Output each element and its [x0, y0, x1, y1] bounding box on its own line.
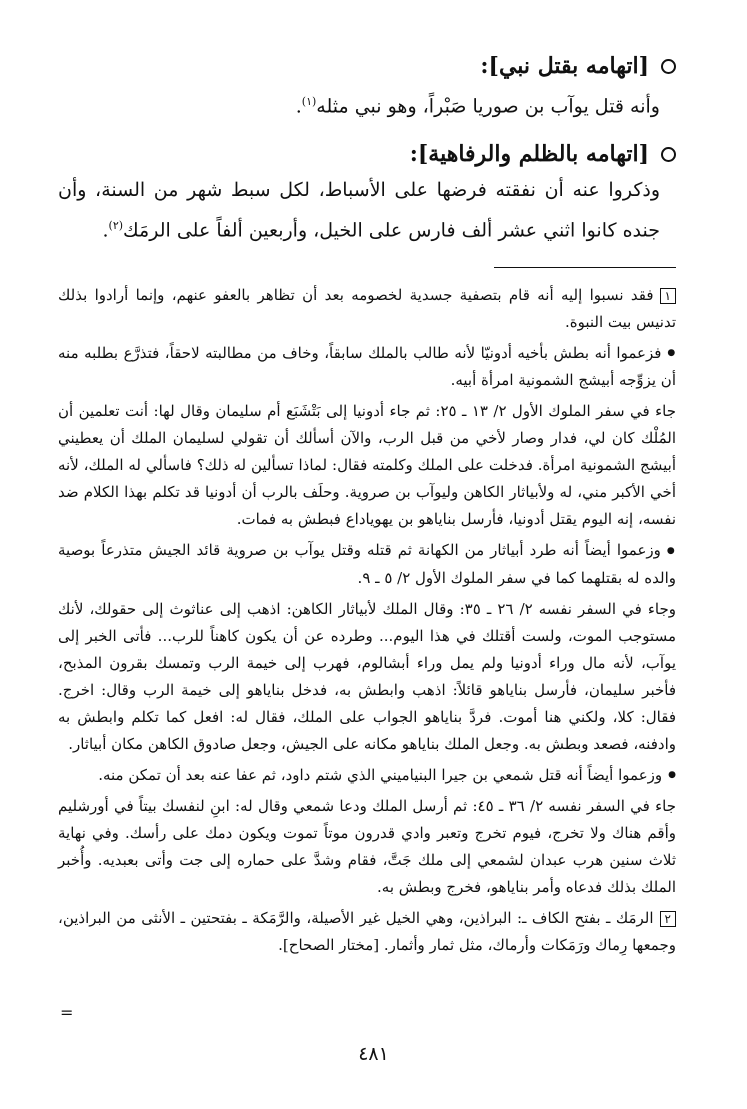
footnote-ref[interactable]: (٢)	[108, 219, 124, 233]
footnote	[58, 282, 676, 336]
paragraph-text: وأنه قتل يوآب بن صوريا صَبْراً، وهو نبي مثله	[316, 95, 660, 118]
footnote	[58, 537, 676, 592]
footnote	[58, 905, 676, 959]
footnote	[58, 762, 676, 790]
paragraph-text: وذكروا عنه أن نفقته فرضها على الأسباط، لكل سبط شهر من السنة، وأن جنده كانوا اثني عشر ألف فارس على الخيل، وأربعين ألفاً على الرمَك	[58, 179, 660, 242]
footnote	[58, 340, 676, 395]
footnote-text: فزعموا أنه بطش بأخيه أدونيّا لأنه طالب بالملك سابقاً، وخاف من مطالبته لاحقاً، فتذرَّع بطلبه منه أن يزوِّجه أبيشج الشمونية امرأة أبيه.	[58, 343, 676, 390]
heading-text: [اتهامه بقتل نبي]:	[480, 53, 649, 79]
footnote-ref[interactable]: (١)	[301, 95, 317, 108]
footnote	[58, 596, 676, 758]
page-content	[58, 38, 676, 963]
paragraph	[58, 172, 676, 248]
footnote-text: جاء في سفر الملوك الأول ٢/ ١٣ ـ ٢٥: ثم جاء أدونيا إلى بَتْشَبَع أم سليمان وقال لها: أنت تعلمين أن المُلْك كان لي، فدار وصار لأخي من قبل الرب، والآن أسألك أن تقولي لسليمان الملك أن يعطيني أبيشج الشمونية امرأة. فدخلت على الملك وكلمته فقال: لماذا تسألين له ذلك؟ فاسألي له الملك، لأنه أخي الأكبر مني، له ولأبياثار الكاهن وليوآب بن صروية. وحلَف بالرب أن أدونيا قد تكلم بهذا الكلام ضد نفسه، إنه اليوم يقتل أدونيا، فأرسل بناياهو بن يهوياداع فبطش به فمات.	[58, 402, 676, 529]
footnote-text: الرمَك ـ بفتح الكاف ـ: البراذين، وهي الخيل غير الأصيلة، والرَّمَكة ـ بفتحتين ـ الأنثى من البراذين، وجمعها رِماك ورَمَكات وأرماك، مثل ثمار وأثمار. [مختار الصحاح].	[58, 909, 676, 955]
paragraph-end: .	[102, 219, 109, 242]
circle-bullet-icon	[661, 59, 676, 74]
section-heading	[58, 48, 676, 84]
circle-bullet-icon	[661, 147, 676, 162]
paragraph	[58, 84, 676, 124]
footnote-text: فقد نسبوا إليه أنه قام بتصفية جسدية لخصومه بعد أن تظاهر بالعفو عنهم، وإنما أرادوا بذلك تدنيس بيت النبوة.	[58, 285, 676, 331]
paragraph-end: .	[295, 95, 302, 118]
footnote	[58, 793, 676, 901]
continuation-mark: =	[60, 1003, 74, 1022]
section-heading	[58, 136, 676, 172]
footnote-text: وجاء في السفر نفسه ٢/ ٢٦ ـ ٣٥: وقال الملك لأبياثار الكاهن: اذهب إلى عناثوث إلى حقولك، لأنك مستوجب الموت، ولست أقتلك في هذا اليوم... وطرده عن أن يكون كاهناً للرب... فأتى الخبر إلى يوآب، لأنه مال وراء أدونيا ولم يمل وراء أبشالوم، فهرب إلى خيمة الرب وتمسك بقرون المذبح، فأخبر سليمان، فأرسل بناياهو قائلاً: اذهب وابطش به، فدخل بناياهو إلى خيمة الرب وقال: اخرج. فقال: كلا، ولكني هنا أموت. فردَّ بناياهو الجواب على الملك، فقال له: افعل كما تكلم وابطش به وادفنه، فصعد وبطش به. وجعل الملك بناياهو مكانه على الجيش، وجعل صادوق الكاهن مكان أبياثار.	[58, 599, 676, 753]
page-number: ٤٨١	[358, 1043, 389, 1065]
heading-text: [اتهامه بالظلم والرفاهية]:	[409, 141, 649, 168]
footnote-text: وزعموا أيضاً أنه قتل شمعي بن جيرا البنياميني الذي شتم داود، ثم عفا عنه بعد أن تمكن منه.	[98, 765, 663, 784]
footnote-text: جاء في السفر نفسه ٢/ ٣٦ ـ ٤٥: ثم أرسل الملك ودعا شمعي وقال له: ابنِ لنفسك بيتاً في أورشليم وأقم هناك ولا تخرج، فيوم تخرج وتعبر وادي قدرون موتاً تموت ويكون دمك على رأسك. وفي نهاية ثلاث سنين هرب عبدان لشمعي إلى ملك جَتَّ، فقام وشدَّ على حماره إلى جت وأتى بعبديه. وأُخبر الملك بذلك فدعاه وأمر بناياهو، فخرج وبطش به.	[58, 797, 676, 897]
footnote-number: ١	[660, 288, 676, 304]
footnote-number: ٢	[660, 911, 676, 927]
footnote	[58, 398, 676, 533]
footnote-text: وزعموا أيضاً أنه طرد أبياثار من الكهانة ثم قتله وقتل يوآب بن صروية قائد الجيش متذرعاً بوصية والده له بقتلهما كما في سفر الملوك الأول ٢/ ٥ ـ ٩.	[58, 541, 676, 587]
footnotes	[58, 282, 676, 960]
footnote-separator	[494, 267, 676, 268]
